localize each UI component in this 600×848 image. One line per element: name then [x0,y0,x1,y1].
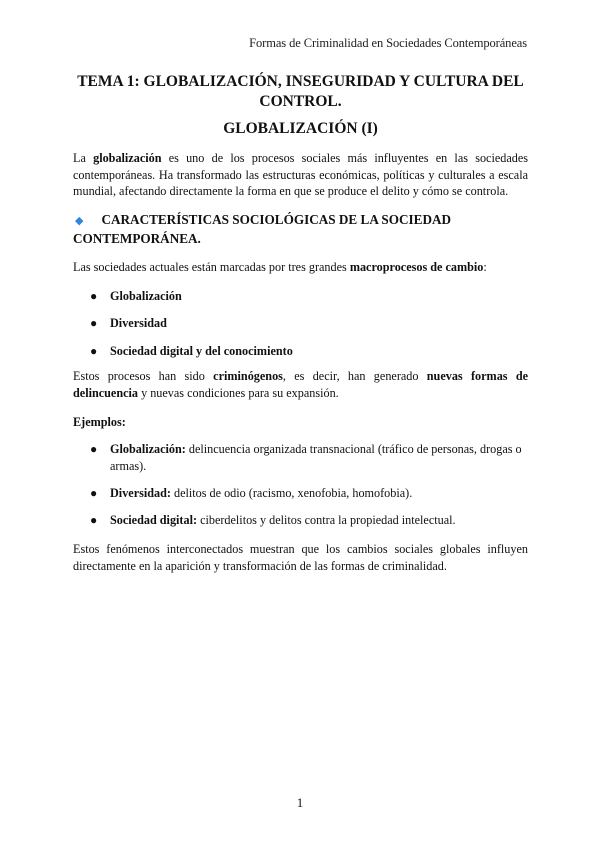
macro-item-label: Diversidad [110,316,167,330]
title-line-2: CONTROL. [259,93,342,110]
page-number: 1 [296,795,304,810]
document-title [73,72,528,112]
bullet-dot-icon: ● [90,289,98,303]
crimin-text-3: y nuevas condiciones para su expansión. [138,385,339,400]
macro-bold-term: macroprocesos de cambio [349,260,484,274]
section-heading-line-2: CONTEMPORÁNEA. [73,231,201,246]
bullet-dot-icon: ● [90,486,98,500]
bullet-dot-icon: ● [90,513,98,527]
running-header: Formas de Criminalidad en Sociedades Contemporáneas [249,36,527,50]
macro-text-1: Las sociedades actuales están marcadas por tres grandes [73,260,350,274]
intro-text-1: La [73,151,94,165]
section-subtitle: GLOBALIZACIÓN (I) [223,120,378,137]
criminogenic-paragraph [73,368,528,401]
intro-paragraph [73,150,528,200]
macro-item-label: Globalización [110,289,182,303]
crimin-text-2: , es decir, han generado [282,369,427,383]
intro-text-2: es uno de los procesos sociales más influyentes en las sociedades contemporáneas. Ha transformado las estructuras económicas, políticas y culturales a escala mundial, afectando directamente la forma en que se produce el delito y cómo se controla. [73,151,528,198]
closing-paragraph: Estos fenómenos interconectados muestran que los cambios sociales globales influyen directamente en la aparición y transformación de las formas de criminalidad. [73,542,528,573]
example-label: Diversidad: [110,486,171,500]
example-label: Sociedad digital: [110,513,198,527]
example-description: ciberdelitos y delitos contra la propiedad intelectual. [197,513,456,527]
title-line-1: TEMA 1: GLOBALIZACIÓN, INSEGURIDAD Y CULTURA DEL [77,73,524,90]
example-text [110,441,528,474]
intro-bold-term: globalización [93,151,162,165]
bullet-dot-icon: ● [90,316,98,330]
example-text [110,512,528,529]
macro-item-label: Sociedad digital y del conocimiento [110,344,293,358]
crimin-bold-2: nuevas formas de delincuencia [73,369,529,400]
crimin-bold-1: criminógenos [213,369,283,383]
example-description: delitos de odio (racismo, xenofobia, homofobia). [170,486,413,500]
example-text [110,485,528,502]
bullet-dot-icon: ● [90,442,98,456]
bullet-dot-icon: ● [90,344,98,358]
examples-heading: Ejemplos: [73,415,126,429]
macro-paragraph [73,259,528,276]
blue-diamond-icon: ◆ [75,215,84,227]
example-label: Globalización: [110,442,186,456]
example-description: delincuencia organizada transnacional (tráfico de personas, drogas o armas). [110,442,522,473]
crimin-text-1: Estos procesos han sido [73,369,214,383]
macro-text-2: : [483,260,487,274]
section-heading [73,211,528,247]
section-heading-line-1: CARACTERÍSTICAS SOCIOLÓGICAS DE LA SOCIEDAD [101,212,452,227]
